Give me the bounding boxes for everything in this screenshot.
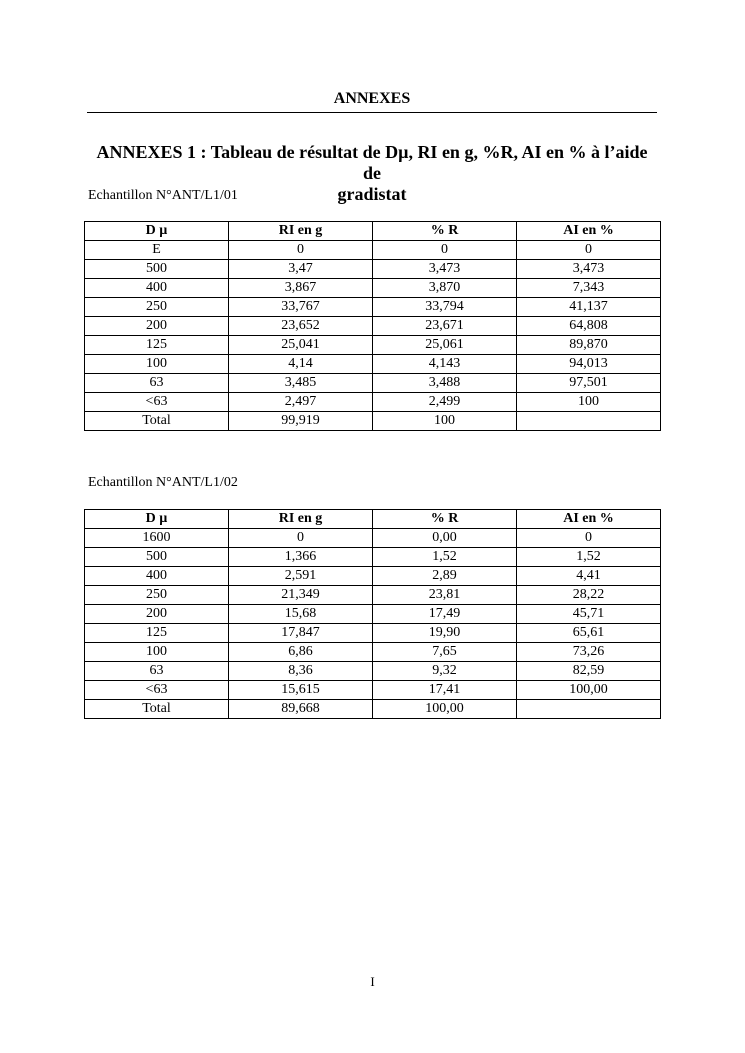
table-cell: 9,32 — [373, 662, 517, 681]
table-cell: 4,14 — [229, 355, 373, 374]
table-cell: 4,143 — [373, 355, 517, 374]
table-cell: 25,061 — [373, 336, 517, 355]
section-title-line-2: gradistat — [337, 184, 407, 204]
table-cell: 500 — [85, 548, 229, 567]
table-cell: 100 — [373, 412, 517, 431]
table-cell: 100 — [85, 355, 229, 374]
table-cell: 100,00 — [373, 700, 517, 719]
table-cell: 15,615 — [229, 681, 373, 700]
table-cell: 97,501 — [517, 374, 661, 393]
table-row — [85, 317, 661, 336]
table-cell: 28,22 — [517, 586, 661, 605]
column-header-ai: AI en % — [517, 222, 661, 241]
table-cell: 250 — [85, 298, 229, 317]
table-cell: 7,343 — [517, 279, 661, 298]
table-cell: 1,52 — [373, 548, 517, 567]
table-row — [85, 605, 661, 624]
table-cell: 100,00 — [517, 681, 661, 700]
header-divider — [87, 112, 657, 113]
table-cell: 400 — [85, 279, 229, 298]
table-row — [85, 355, 661, 374]
table-cell: 3,473 — [517, 260, 661, 279]
table-cell: 6,86 — [229, 643, 373, 662]
table-cell — [517, 700, 661, 719]
table-cell: 17,41 — [373, 681, 517, 700]
table-cell: 100 — [85, 643, 229, 662]
table-cell: 0 — [517, 241, 661, 260]
table-cell: 33,767 — [229, 298, 373, 317]
table-cell: 3,47 — [229, 260, 373, 279]
table-header-row — [85, 222, 661, 241]
table-row — [85, 298, 661, 317]
table-cell: 400 — [85, 567, 229, 586]
table-cell: 17,847 — [229, 624, 373, 643]
table-cell: 63 — [85, 662, 229, 681]
table-cell: 3,870 — [373, 279, 517, 298]
table-row — [85, 279, 661, 298]
table-cell: 3,473 — [373, 260, 517, 279]
table-header-row — [85, 510, 661, 529]
table-cell: 250 — [85, 586, 229, 605]
table-cell: 125 — [85, 336, 229, 355]
table-cell: 7,65 — [373, 643, 517, 662]
table-cell: E — [85, 241, 229, 260]
table-cell: 94,013 — [517, 355, 661, 374]
table-row — [85, 529, 661, 548]
column-header-diameter: D µ — [85, 222, 229, 241]
table-cell: 99,919 — [229, 412, 373, 431]
sample-1-table — [84, 221, 661, 431]
table-cell: 64,808 — [517, 317, 661, 336]
table-cell: 33,794 — [373, 298, 517, 317]
table-cell: 0 — [229, 529, 373, 548]
table-row — [85, 643, 661, 662]
table-cell: 3,485 — [229, 374, 373, 393]
table-row — [85, 548, 661, 567]
table-cell: 21,349 — [229, 586, 373, 605]
table-cell: 100 — [517, 393, 661, 412]
section-title-line-1: ANNEXES 1 : Tableau de résultat de Dµ, RI en g, %R, AI en % à l’aide de — [96, 142, 648, 183]
page-number: I — [370, 974, 375, 989]
table-row — [85, 662, 661, 681]
table-row — [85, 624, 661, 643]
table-cell: 3,867 — [229, 279, 373, 298]
column-header-diameter: D µ — [85, 510, 229, 529]
table-cell: 4,41 — [517, 567, 661, 586]
table-cell: 89,870 — [517, 336, 661, 355]
table-cell: 1,52 — [517, 548, 661, 567]
table-cell: 73,26 — [517, 643, 661, 662]
table-cell: 65,61 — [517, 624, 661, 643]
sample-1-label: Echantillon N°ANT/L1/01 — [88, 188, 238, 203]
table-cell: 23,671 — [373, 317, 517, 336]
table-cell: 0 — [517, 529, 661, 548]
table-cell: Total — [85, 700, 229, 719]
table-row — [85, 567, 661, 586]
table-row — [85, 586, 661, 605]
column-header-percent-r: % R — [373, 510, 517, 529]
table-row — [85, 393, 661, 412]
table-cell: 63 — [85, 374, 229, 393]
table-cell: 82,59 — [517, 662, 661, 681]
table-cell: 2,591 — [229, 567, 373, 586]
table-cell: 8,36 — [229, 662, 373, 681]
table-cell: 19,90 — [373, 624, 517, 643]
table-cell: 3,488 — [373, 374, 517, 393]
table-cell: 25,041 — [229, 336, 373, 355]
column-header-percent-r: % R — [373, 222, 517, 241]
column-header-ri: RI en g — [229, 510, 373, 529]
table-total-row — [85, 700, 661, 719]
table-cell: 500 — [85, 260, 229, 279]
table-cell: 2,89 — [373, 567, 517, 586]
column-header-ai: AI en % — [517, 510, 661, 529]
table-row — [85, 374, 661, 393]
table-cell: 15,68 — [229, 605, 373, 624]
table-cell: 23,652 — [229, 317, 373, 336]
table-row — [85, 681, 661, 700]
table-total-row — [85, 412, 661, 431]
table-cell: 17,49 — [373, 605, 517, 624]
table-cell: 1,366 — [229, 548, 373, 567]
sample-2-label: Echantillon N°ANT/L1/02 — [88, 475, 238, 490]
table-cell: <63 — [85, 681, 229, 700]
table-cell: 45,71 — [517, 605, 661, 624]
table-cell: <63 — [85, 393, 229, 412]
table-cell: 23,81 — [373, 586, 517, 605]
table-cell: 200 — [85, 605, 229, 624]
table-cell: 41,137 — [517, 298, 661, 317]
table-cell: 1600 — [85, 529, 229, 548]
table-cell: 0,00 — [373, 529, 517, 548]
table-cell: 89,668 — [229, 700, 373, 719]
table-cell: Total — [85, 412, 229, 431]
table-cell: 0 — [229, 241, 373, 260]
table-cell: 0 — [373, 241, 517, 260]
table-row — [85, 336, 661, 355]
table-cell: 2,497 — [229, 393, 373, 412]
table-cell: 2,499 — [373, 393, 517, 412]
sample-2-table — [84, 509, 661, 719]
table-cell: 200 — [85, 317, 229, 336]
table-cell — [517, 412, 661, 431]
page-header-title: ANNEXES — [333, 90, 411, 107]
table-cell: 125 — [85, 624, 229, 643]
column-header-ri: RI en g — [229, 222, 373, 241]
table-row — [85, 241, 661, 260]
table-row — [85, 260, 661, 279]
